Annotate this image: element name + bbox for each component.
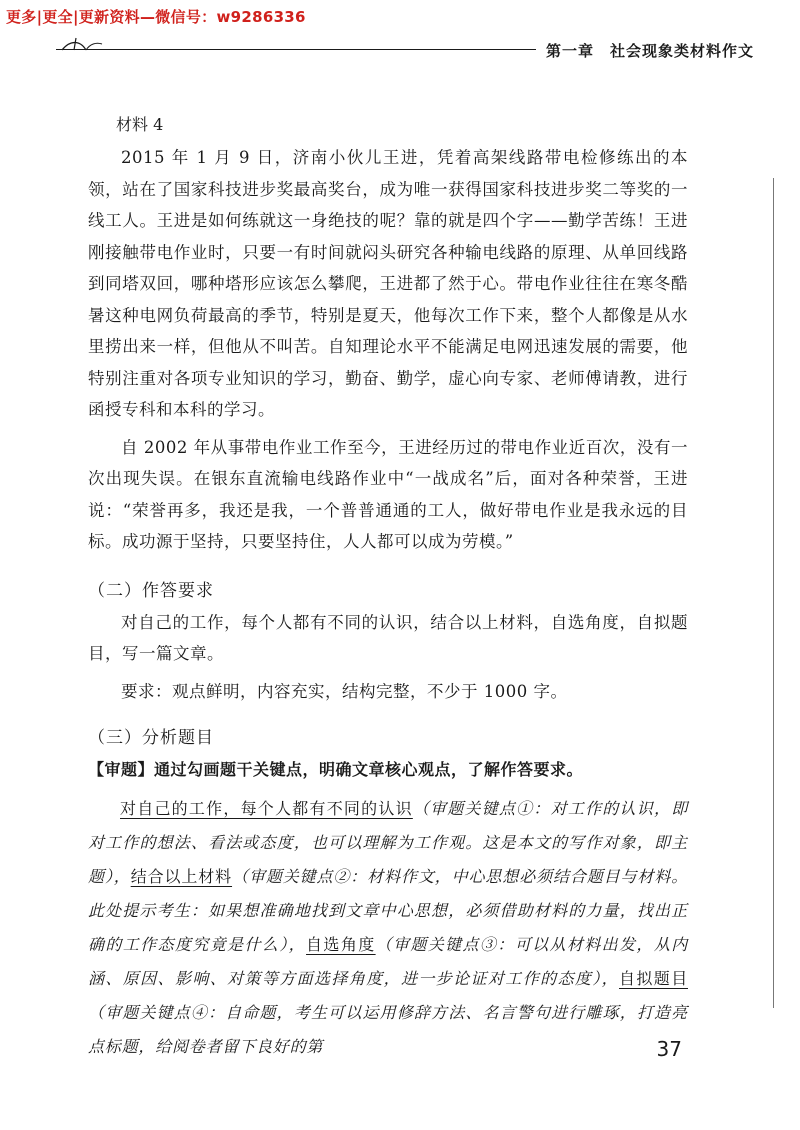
header-chapter: 第一章	[545, 42, 594, 60]
section-heading-requirements: （二）作答要求	[88, 580, 214, 601]
running-header	[536, 40, 762, 61]
key-point-4: 自拟题目	[619, 969, 688, 988]
material-paragraph-1: 2015 年 1 月 9 日，济南小伙儿王进，凭着高架线路带电检修练出的本领，站在了国家科技进步奖最高奖台，成为唯一获得国家科技进步奖二等奖的一线工人。王进是如何练就这一身绝技的呢？靠的就是四个字——勤学苦练！王进刚接触带电作业时，只要一有时间就闷头研究各种输电线路的原理、从单回线路到同塔双回，哪种塔形应该怎么攀爬，王进都了然于心。带电作业往往在寒冬酷暑这种电网负荷最高的季节，特别是夏天，他每次工作下来，整个人都像是从水里捞出来一样，但他从不叫苦。自知理论水平不能满足电网迅速发展的需要，他特别注重对各项专业知识的学习，勤奋、勤学，虚心向专家、老师傅请教，进行函授专科和本科的学习。	[88, 148, 688, 419]
task-requirement: 要求：观点鲜明，内容充实，结构完整，不少于 1000 字。	[121, 681, 568, 701]
analysis-paragraph	[88, 792, 688, 1064]
page-number: 37	[656, 1037, 682, 1061]
material-paragraph-2: 自 2002 年从事带电作业工作至今，王进经历过的带电作业近百次，没有一次出现失误。在银东直流输电线路作业中“一战成名”后，面对各种荣誉，王进说：“荣誉再多，我还是我，一个普普通通的工人，做好带电作业是我永远的目标。成功源于坚持，只要坚持住，人人都可以成为劳模。”	[88, 437, 688, 551]
leaf-ornament-icon	[60, 36, 106, 56]
watermark-text: 更多|更全|更新资料—微信号：w9286336	[6, 8, 306, 26]
key-point-1: 对自己的工作，每个人都有不同的认识	[120, 799, 413, 818]
task-prompt: 对自己的工作，每个人都有不同的认识，结合以上材料，自选角度，自拟题目，写一篇文章。	[88, 612, 688, 663]
key-note-4: （审题关键点④：自命题，考生可以运用修辞方法、名言警句进行雕琢，打造亮点标题，给阅卷者留下良好的第	[88, 1003, 688, 1056]
key-note-2: （审题关键点②：材料作文，中心思想必须结合题目与材料。此处提示考生：如果想准确地找到文章中心思想，必须借助材料的力量，找出正确的工作态度究竟是什么），	[88, 867, 689, 954]
margin-rule	[773, 178, 774, 1008]
key-note-1: （审题关键点①：对工作的认识，即对工作的想法、看法或态度，也可以理解为工作观。这是本文的写作对象，即主题），	[88, 799, 688, 886]
shenti-tag: 【审题】	[88, 760, 155, 779]
shenti-text: 通过勾画题干关键点，明确文章核心观点，了解作答要求。	[154, 760, 584, 779]
key-point-2: 结合以上材料	[130, 867, 233, 886]
key-note-3: （审题关键点③：可以从材料出发，从内涵、原因、影响、对策等方面选择角度，进一步论证对工作的态度），	[88, 935, 689, 988]
material-label: 材料 4	[116, 115, 164, 134]
header-title: 社会现象类材料作文	[609, 42, 754, 60]
section-heading-analysis: （三）分析题目	[88, 728, 214, 748]
shenti-line	[88, 754, 688, 786]
page-body	[88, 110, 688, 1064]
key-point-3: 自选角度	[306, 935, 376, 954]
